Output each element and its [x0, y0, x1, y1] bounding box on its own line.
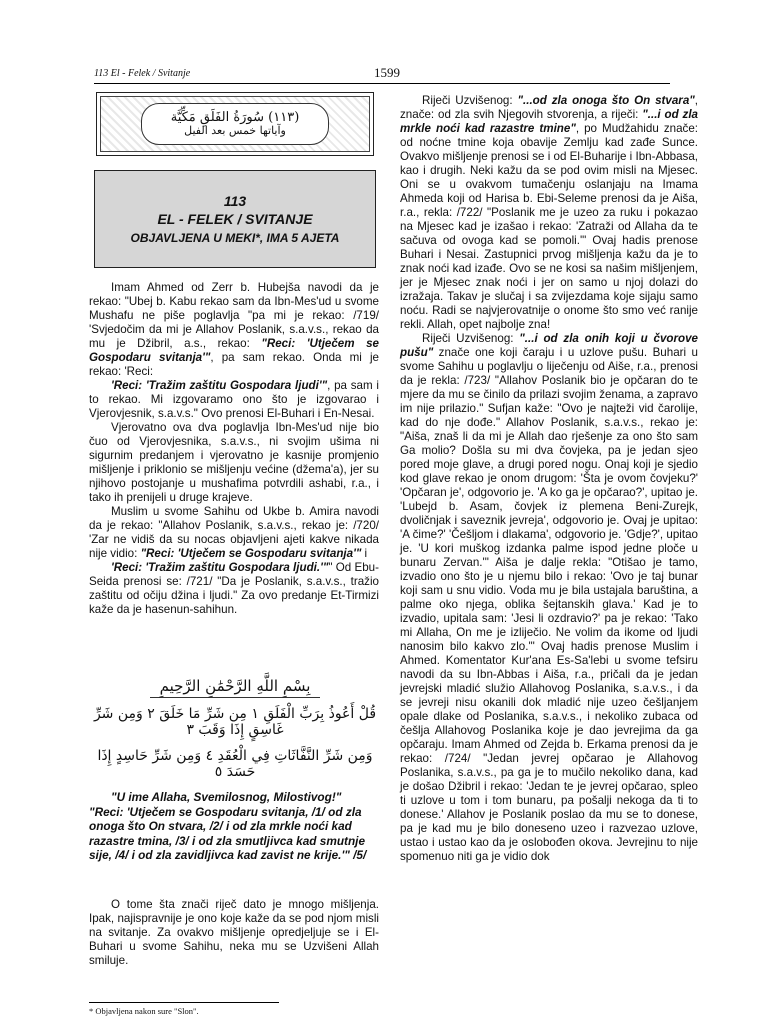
chapter-name: EL - FELEK / SVITANJE [157, 211, 313, 227]
paragraph-text: i [361, 547, 368, 560]
surah-banner-line-2: وآياتها خمس بعد الفيل [184, 124, 286, 138]
paragraph-text: Imam Ahmed od Zerr b. Hubejša navodi da je rekao: "Ubej b. Kabu rekao sam da Ibn-Mes'ud u svome Mushafu ne piše poglavlja "pa mi je rekao: /719/ 'Svjedočim da mi je Allahov Poslanik, s.a.v.s., rekao da mu je Džibril, a.s., rekao: [89, 281, 379, 350]
commentary-paragraph [89, 898, 379, 968]
paragraph [89, 505, 379, 561]
paragraph-text: Vjerovatno ova dva poglavlja Ibn-Mes'ud nije bio čuo od Vjerovjesnika, s.a.v.s., ni svojim ušima ni sigurnim predanjem i vjerovatno je kasnije promjenio mišljenje i priklonio se mišljenju većine (džema'a), jer su njihovo postojanje u mushafima potvrdili ashabi, r.a., i tako ih prenijeli u druge krajeve. [89, 421, 379, 504]
chapter-subtitle: OBJAVLJENA U MEKI*, IMA 5 AJETA [130, 231, 340, 245]
paragraph-text: Muslim u svome Sahihu od Ukbe b. Amira navodi da je rekao: "Allahov Poslanik, s.a.v.s., rekao je: /720/ 'Zar ne vidiš da su nocas objavljeni ajeti kakve nikada nije vidio: [89, 505, 379, 560]
paragraph [89, 281, 379, 379]
quoted-verse: "Reci: 'Utječem se Gospodaru svitanja'" [89, 337, 379, 364]
quoted-verse: "...i od zla mrkle noći kad razastre tmine" [400, 108, 698, 135]
quoted-verse: "Reci: 'Utječem se Gospodaru svitanja'" [140, 547, 362, 560]
footnote-rule [89, 1002, 279, 1003]
arabic-verse-line-2: وَمِن شَرِّ النَّفَّاثَاتِ فِي الْعُقَدِ ٤ وَمِن شَرِّ حَاسِدٍ إِذَا حَسَدَ ٥ [97, 748, 373, 780]
chapter-number: 113 [223, 193, 247, 209]
paragraph-text: , znače: od zla svih Njegovih stvorenja, a riječi: [400, 94, 698, 121]
paragraph-text: " Od Ebu-Seida prenosi se: /721/ "Da je Poslanik, s.a.v.s., tražio zaštitu od očiju džina i ljudi." Za ovo predanje Et-Tirmizi kaže da je hasenun-sahihun. [89, 561, 379, 616]
surah-banner-line-1: (١١٣) سُورَةُ الفَلَقِ مَكِّيَّة [170, 109, 300, 125]
header-rule [94, 83, 670, 84]
running-title: 113 El - Felek / Svitanje [94, 68, 191, 79]
arabic-verses [90, 676, 380, 780]
arabic-verse-line-1: قُلْ أَعُوذُ بِرَبِّ الْفَلَقِ ١ مِن شَرِّ مَا خَلَقَ ٢ وَمِن شَرِّ غَاسِقٍ إِذَا وَقَبَ ٣ [93, 706, 377, 738]
left-text-column [89, 281, 379, 617]
paragraph-text: znače one koji čaraju i u uzlove pušu. Buhari u svome Sahihu u poglavlju o liječenju od Aiše, r.a., prenosi da je rekla: /723/ "Allahov Poslanik bio je opčaran do te mjere da mu se činilo da prilazi svojim ženama, a zapravo im nije prilazio." Sufjan kaže: "Ovo je najteži vid čarolije, kad do nje dođe." Allahov Poslanik, s.a.v.s., rekao je: "Aiša, znaš li da mi je Allah dao rješenje za ono što sam Ga molio? Došla su mi dva čovjeka, pa je jedan sjeo pored moje glave, a drugi pored nogu. Onaj koji je sjedio kod glave rekao je onom drugom: 'Šta je ovom čovjeku?' 'Opčaran je', odgovorio je. 'A ko ga je opčarao?', upitao je. 'Lubejd b. Asam, čovjek iz plemena Beni-Zurejk, dvoličnjak i saveznik jevreja', odgovorio je. Ovaj je upitao: 'A čime?' 'Češljom i dlakama', odgovorio je. 'Gdje?', upitao je. 'U kori muškog izdanka palme ispod jedne ploče u bunaru Zervan.'" Aiša je dalje rekla: "Otišao je tamo, izvadio ono što je u njemu bilo i rekao: 'Ovo je taj bunar koji sam u snu vidio. Voda mu je bila ustajala baruština, a palme oko njega, oblika šejtanskih glava.' Kad je to izvadio, upitala sam: 'Jesi li ozdravio?' pa je rekao: 'Tako mi Allaha, On me je izliječio. Ne volim da ikome od ljudi nanosim bilo kakvo zlo.'" Ovaj hadis prenose Muslim i Ahmed. Komentator Kur'ana Es-Sa'lebi u svome tefsiru navodi da su Ibn-Abbas i Aiša, r.a., pričali da je jedan jevrejski mladić služio Allahovog Poslanika, s.a.v.s., i da se jevreji nisu okanili dok mladić nije uzeo češljanjem opale dlake od Poslanika, s.a.v.s., i nekoliko zubaca od češlja Allahovog Poslanika koje je dao jevrejima da ga opčaraju. Imam Ahmed od Zejda b. Erkama prenosi da je rekao: /724/ "Jedan jevrej opčarao je Allahovog Poslanika, s.a.v.s., pa ga je to mučilo nekoliko dana, kad je došao Džibril i rekao: 'Jedan te je jevrej opčarao, spleo ti uzlove u tom i tom bunaru, pa pošalji nekoga da ti to donese.' Allahov je Poslanik poslao da mu se to donese, pa je kad mu je bilo doneseno uzeo i razvezao uzlove, ustao i ustao kao da je oslobođen okova. Jevrejinu to nije spomenuo niti ga je vidio dok [400, 346, 698, 863]
paragraph-text: , pa sam i to rekao. Mi izgovaramo ono što je izgovarao i Vjerovjesnik, s.a.v.s." Ovo prenosi El-Buhari i En-Nesai. [89, 379, 379, 420]
quoted-verse: "...i od zla onih koji u čvorove pušu" [400, 332, 699, 359]
paragraph-text: , po Mudžahidu znače: od noćne tmine koja obavije Zemlju kad zađe Sunce. Ovakvo mišljenje prenosi se i od El-Buharije i Ibn-Abbasa, kao i drugih. Neki kažu da se pod ovim misli na Mjesec. Oni se u ovakvom tumačenju oslanjaju na Imama Ahmeda koji od Harisa b. Ebi-Seleme prenosi da je Aiša, r.a., rekla: /722/ "Poslanik me je uzeo za ruku i pokazao na Mjesec kad je izašao i rekao: 'Zatraži od Allaha da te sačuva od ovoga kad se pomoli.'" Ovaj hadis prenose Buhari i Nesai. Zastupnici prvog mišljenja kažu da je to znak noći kad izađe. Ovo se ne kosi sa našim mišljenjem, jer je Mjesec znak noći i jer on samo u njoj dolazi do izražaja. Takav je slučaj i sa zvijezdama koje sijaju samo noću. Radi se najvjerovatnije o onome što smo već ranije rekli. Allah, opet najbolje zna! [400, 122, 698, 331]
paragraph [89, 421, 379, 505]
paragraph-text: Riječi Uzvišenog: [422, 94, 518, 107]
chapter-title-box [94, 170, 376, 268]
paragraph [89, 379, 379, 421]
quoted-verse: 'Reci: 'Tražim zaštitu Gospodara ljudi.'" [111, 561, 329, 574]
commentary-text: O tome šta znači riječ dato je mnogo mišljenja. Ipak, najispravnije je ono koje kaže da se pod njom misli na svitanje. Za ovakvo mišljenje opredjeljuje se i El-Buhari u svome Sahihu, neka mu se Uzvišeni Allah smiluje. [89, 898, 379, 967]
running-header [94, 65, 670, 82]
paragraph [400, 94, 698, 332]
surah-calligraphy [141, 103, 329, 145]
quoted-verse: 'Reci: 'Tražim zaštitu Gospodara ljudi'" [111, 379, 328, 392]
right-text-column [400, 94, 698, 864]
translation-text: "U ime Allaha, Svemilosnog, Milostivog!" "Reci: 'Utječem se Gospodaru svitanja, /1/ od zla onoga što On stvara, /2/ i od zla mrkle noći kad razastre tmina, /3/ i od zla smutljivca kad smutnje sije, /4/ i od zla zavidljivca kad zavist ne krije.'" /5/ [89, 790, 367, 862]
paragraph-text: Riječi Uzvišenog: [422, 332, 520, 345]
quoted-verse: "...od zla onoga što On stvara" [517, 94, 695, 107]
paragraph-text: , pa sam rekao. Onda mi je rekao: 'Reci: [89, 351, 379, 378]
verse-translation [89, 790, 379, 863]
footnote: * Objavljena nakon sure "Slon". [89, 1006, 199, 1016]
page-number: 1599 [374, 65, 400, 80]
paragraph [89, 561, 379, 617]
surah-ornament-banner [96, 92, 374, 156]
basmala: بِسْمِ اللَّهِ الرَّحْمَٰنِ الرَّحِيمِ [150, 677, 321, 698]
paragraph [400, 332, 698, 864]
